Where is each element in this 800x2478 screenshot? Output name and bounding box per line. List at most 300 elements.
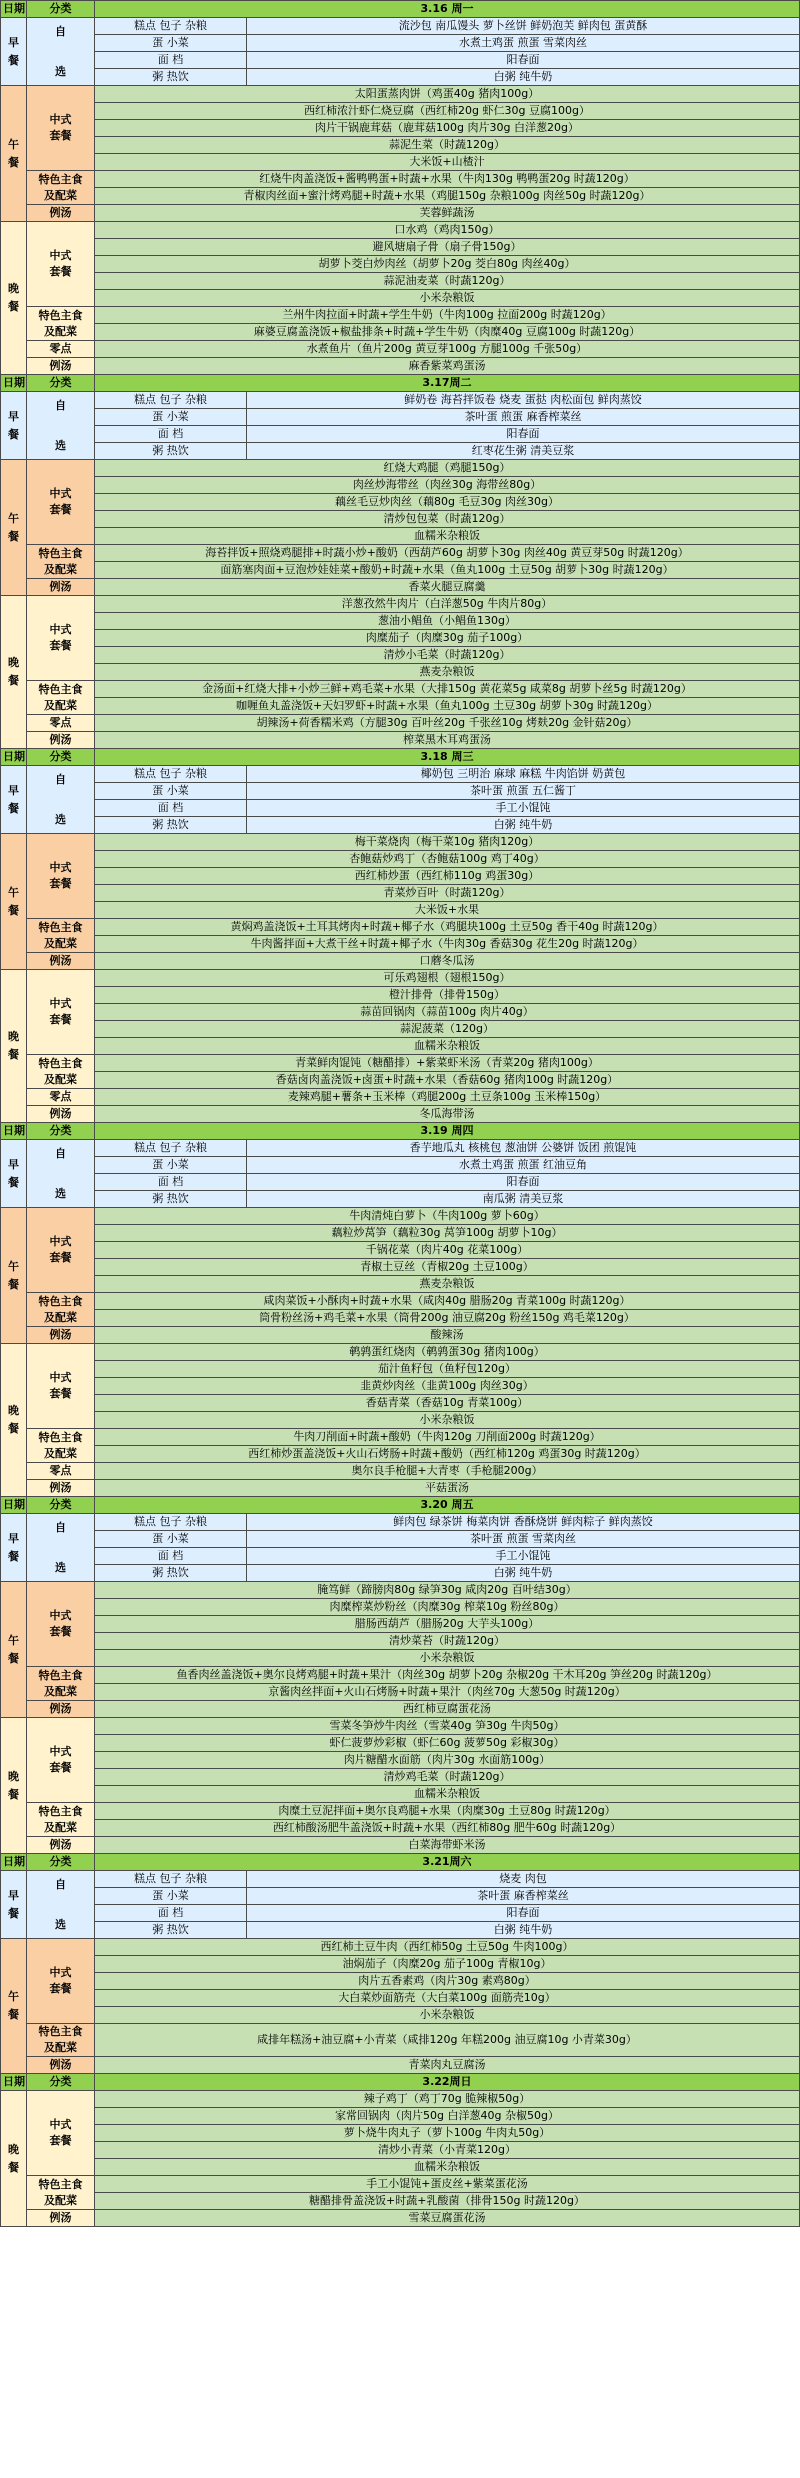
dish-cell: 筒骨粉丝汤+鸡毛菜+水果（筒骨200g 油豆腐20g 粉丝150g 鸡毛菜120g） xyxy=(95,1310,800,1327)
category-line: 套餐 xyxy=(49,639,72,652)
meal-char: 早 xyxy=(8,1888,19,1902)
dish-cell: 口水鸡（鸡肉150g） xyxy=(95,222,800,239)
category-soup: 例汤 xyxy=(27,1701,95,1718)
category-line: 特色主食 xyxy=(38,682,83,696)
breakfast-items: 阳春面 xyxy=(247,1174,800,1191)
category-line: 特色主食 xyxy=(38,172,83,186)
dish-cell: 橙汁排骨（排骨150g） xyxy=(95,987,800,1004)
soup-cell: 口蘑冬瓜汤 xyxy=(95,953,800,970)
dish-cell: 大白菜炒面筋壳（大白菜100g 面筋壳10g） xyxy=(95,1990,800,2007)
meal-char: 餐 xyxy=(8,1175,19,1189)
dish-cell: 小米杂粮饭 xyxy=(95,1650,800,1667)
dish-cell: 太阳蛋蒸肉饼（鸡蛋40g 猪肉100g） xyxy=(95,86,800,103)
day-date: 3.19 周四 xyxy=(95,1123,800,1140)
breakfast-type: 面 档 xyxy=(95,800,247,817)
category-header-label: 分类 xyxy=(27,1123,95,1140)
day-date: 3.18 周三 xyxy=(95,749,800,766)
meal-char: 午 xyxy=(8,1633,19,1647)
meal-char: 午 xyxy=(8,511,19,525)
soup-cell: 冬瓜海带汤 xyxy=(95,1106,800,1123)
category-tese xyxy=(27,2176,95,2210)
category-line: 套餐 xyxy=(49,1625,72,1638)
meal-char: 午 xyxy=(8,885,19,899)
meal-char: 餐 xyxy=(8,300,19,313)
meal-char: 晚 xyxy=(8,282,19,295)
breakfast-type: 蛋 小菜 xyxy=(95,35,247,52)
meal-char: 晚 xyxy=(8,2142,19,2156)
category-line: 套餐 xyxy=(49,2134,72,2147)
category-line: 及配菜 xyxy=(44,2193,77,2207)
category-tese xyxy=(27,919,95,953)
breakfast-type: 面 档 xyxy=(95,52,247,69)
category-self-pick xyxy=(27,766,95,834)
category-line: 中式 xyxy=(49,1371,72,1384)
breakfast-type: 蛋 小菜 xyxy=(95,1531,247,1548)
self-label: 自 xyxy=(55,1520,66,1534)
category-header-label: 分类 xyxy=(27,1,95,18)
category-line: 及配菜 xyxy=(44,324,77,338)
category-zhongshi xyxy=(27,596,95,681)
dish-cell: 清炒包包菜（时蔬120g） xyxy=(95,511,800,528)
category-snack: 零点 xyxy=(27,1463,95,1480)
dish-cell: 清炒小青菜（小青菜120g） xyxy=(95,2142,800,2159)
category-line: 及配菜 xyxy=(44,1310,77,1324)
soup-cell: 酸辣汤 xyxy=(95,1327,800,1344)
soup-cell: 香菜火腿豆腐羹 xyxy=(95,579,800,596)
self-label: 自 xyxy=(55,398,66,412)
lunch-meal-label xyxy=(1,1208,27,1344)
category-line: 中式 xyxy=(49,249,72,262)
dinner-meal-label xyxy=(1,222,27,375)
category-line: 及配菜 xyxy=(44,1820,77,1834)
meal-char: 早 xyxy=(8,35,19,49)
dish-cell: 咖喱鱼丸盖浇饭+天妇罗虾+时蔬+水果（鱼丸100g 土豆30g 胡萝卜30g 时蔬120g） xyxy=(95,698,800,715)
breakfast-items: 水煮土鸡蛋 煎蛋 雪菜肉丝 xyxy=(247,35,800,52)
breakfast-type: 蛋 小菜 xyxy=(95,783,247,800)
dish-cell: 血糯米杂粮饭 xyxy=(95,1038,800,1055)
dish-cell: 腊肠西葫芦（腊肠20g 大芋头100g） xyxy=(95,1616,800,1633)
category-soup: 例汤 xyxy=(27,1106,95,1123)
dish-cell: 胡萝卜茭白炒肉丝（胡萝卜20g 茭白80g 肉丝40g） xyxy=(95,256,800,273)
category-line: 及配菜 xyxy=(44,2041,77,2054)
breakfast-type: 蛋 小菜 xyxy=(95,409,247,426)
dish-cell: 西红柿炒蛋盖浇饭+火山石烤肠+时蔬+酸奶（西红柿120g 鸡蛋30g 时蔬120g） xyxy=(95,1446,800,1463)
category-zhongshi xyxy=(27,970,95,1055)
meal-char: 餐 xyxy=(8,2160,19,2174)
breakfast-items: 白粥 纯牛奶 xyxy=(247,69,800,86)
dish-cell: 可乐鸡翅根（翅根150g） xyxy=(95,970,800,987)
breakfast-type: 粥 热饮 xyxy=(95,69,247,86)
category-header-label: 分类 xyxy=(27,1854,95,1871)
category-line: 套餐 xyxy=(49,877,72,890)
dish-cell: 清炒鸡毛菜（时蔬120g） xyxy=(95,1769,800,1786)
dish-cell: 萝卜烧牛肉丸子（萝卜100g 牛肉丸50g） xyxy=(95,2125,800,2142)
category-tese xyxy=(27,171,95,205)
meal-char: 餐 xyxy=(8,1277,19,1291)
dish-cell: 牛肉刀削面+时蔬+酸奶（牛肉120g 刀削面200g 时蔬120g） xyxy=(95,1429,800,1446)
dish-cell: 青菜鲜肉馄饨（糖醋排）+紫菜虾米汤（青菜20g 猪肉100g） xyxy=(95,1055,800,1072)
meal-char: 餐 xyxy=(8,53,19,67)
dish-cell: 血糯米杂粮饭 xyxy=(95,2159,800,2176)
dish-cell: 肉糜土豆泥拌面+奥尔良鸡腿+水果（肉糜30g 土豆80g 时蔬120g） xyxy=(95,1803,800,1820)
breakfast-type: 糕点 包子 杂粮 xyxy=(95,392,247,409)
meal-char: 餐 xyxy=(8,529,19,543)
category-line: 及配菜 xyxy=(44,936,77,950)
dish-cell: 鱼香肉丝盖浇饭+奥尔良烤鸡腿+时蔬+果汁（肉丝30g 胡萝卜20g 杂椒20g 干木耳20g 笋丝20g 时蔬120g） xyxy=(95,1667,800,1684)
breakfast-meal-label xyxy=(1,392,27,460)
dish-cell: 海苔拌饭+照烧鸡腿排+时蔬小炒+酸奶（西葫芦60g 胡萝卜30g 肉丝40g 黄豆芽50g 时蔬120g） xyxy=(95,545,800,562)
soup-cell: 榨菜黑木耳鸡蛋汤 xyxy=(95,732,800,749)
dish-cell: 油焖茄子（肉糜20g 茄子100g 青椒10g） xyxy=(95,1956,800,1973)
category-line: 中式 xyxy=(49,2118,72,2131)
meal-char: 餐 xyxy=(8,1651,19,1665)
meal-char: 早 xyxy=(8,409,19,423)
meal-char: 午 xyxy=(8,1990,19,2003)
category-line: 及配菜 xyxy=(44,1072,77,1086)
dish-cell: 血糯米杂粮饭 xyxy=(95,528,800,545)
soup-cell: 白菜海带虾米汤 xyxy=(95,1837,800,1854)
breakfast-type: 蛋 小菜 xyxy=(95,1888,247,1905)
category-line: 套餐 xyxy=(49,1761,72,1774)
dish-cell: 青椒土豆丝（青椒20g 土豆100g） xyxy=(95,1259,800,1276)
category-line: 中式 xyxy=(49,997,72,1010)
category-tese xyxy=(27,2024,95,2057)
breakfast-meal-label xyxy=(1,1514,27,1582)
dish-cell: 糖醋排骨盖浇饭+时蔬+乳酸菌（排骨150g 时蔬120g） xyxy=(95,2193,800,2210)
category-tese xyxy=(27,1803,95,1837)
category-header-label: 分类 xyxy=(27,749,95,766)
menu-body xyxy=(1,1,800,2227)
category-soup: 例汤 xyxy=(27,2210,95,2227)
meal-char: 晚 xyxy=(8,1769,19,1783)
pick-label: 选 xyxy=(55,812,66,826)
category-snack: 零点 xyxy=(27,341,95,358)
date-header-label: 日期 xyxy=(1,1123,27,1140)
dish-cell: 麻婆豆腐盖浇饭+椒盐排条+时蔬+学生牛奶（肉糜40g 豆腐100g 时蔬120g） xyxy=(95,324,800,341)
dish-cell: 青椒肉丝面+蜜汁烤鸡腿+时蔬+水果（鸡腿150g 杂粮100g 肉丝50g 时蔬120g） xyxy=(95,188,800,205)
category-line: 特色主食 xyxy=(38,1056,83,1070)
category-zhongshi xyxy=(27,1939,95,2024)
category-zhongshi xyxy=(27,222,95,307)
dish-cell: 藕粒炒莴笋（藕粒30g 莴笋100g 胡萝卜10g） xyxy=(95,1225,800,1242)
meal-char: 餐 xyxy=(8,2008,19,2021)
breakfast-items: 茶叶蛋 煎蛋 麻香榨菜丝 xyxy=(247,409,800,426)
dish-cell: 家常回锅肉（肉片50g 白洋葱40g 杂椒50g） xyxy=(95,2108,800,2125)
breakfast-items: 水煮土鸡蛋 煎蛋 红油豆角 xyxy=(247,1157,800,1174)
dish-cell: 清炒菜苔（时蔬120g） xyxy=(95,1633,800,1650)
date-header-label: 日期 xyxy=(1,1,27,18)
pick-label: 选 xyxy=(55,1186,66,1200)
dish-cell: 葱油小鲳鱼（小鲳鱼130g） xyxy=(95,613,800,630)
category-line: 中式 xyxy=(49,1745,72,1758)
dish-cell: 咸排年糕汤+油豆腐+小青菜（咸排120g 年糕200g 油豆腐10g 小青菜30g） xyxy=(95,2024,800,2057)
meal-char: 早 xyxy=(8,1157,19,1171)
category-soup: 例汤 xyxy=(27,1837,95,1854)
breakfast-type: 面 档 xyxy=(95,1174,247,1191)
category-header-label: 分类 xyxy=(27,1497,95,1514)
category-line: 特色主食 xyxy=(38,546,83,560)
dish-cell: 黄焖鸡盖浇饭+土耳其烤肉+时蔬+椰子水（鸡腿块100g 土豆50g 香干40g 时蔬120g） xyxy=(95,919,800,936)
category-line: 套餐 xyxy=(49,1251,72,1264)
dish-cell: 藕丝毛豆炒肉丝（藕80g 毛豆30g 肉丝30g） xyxy=(95,494,800,511)
dish-cell: 香菇青菜（香菇10g 青菜100g） xyxy=(95,1395,800,1412)
breakfast-type: 粥 热饮 xyxy=(95,1565,247,1582)
pick-label: 选 xyxy=(55,64,66,78)
dish-cell: 肉片干锅鹿茸菇（鹿茸菇100g 肉片30g 白洋葱20g） xyxy=(95,120,800,137)
category-zhongshi xyxy=(27,1718,95,1803)
dish-cell: 红烧牛肉盖浇饭+酱鸭鸭蛋+时蔬+水果（牛肉130g 鸭鸭蛋20g 时蔬120g） xyxy=(95,171,800,188)
pick-label: 选 xyxy=(55,438,66,452)
category-soup: 例汤 xyxy=(27,1327,95,1344)
date-header-label: 日期 xyxy=(1,2074,27,2091)
dinner-meal-label xyxy=(1,970,27,1123)
breakfast-items: 椰奶包 三明治 麻球 麻糕 牛肉馅饼 奶黄包 xyxy=(247,766,800,783)
dish-cell: 肉丝炒海带丝（肉丝30g 海带丝80g） xyxy=(95,477,800,494)
dish-cell: 青菜炒百叶（时蔬120g） xyxy=(95,885,800,902)
dish-cell: 小米杂粮饭 xyxy=(95,290,800,307)
day-date: 3.21周六 xyxy=(95,1854,800,1871)
category-line: 及配菜 xyxy=(44,1684,77,1698)
meal-char: 午 xyxy=(8,137,19,151)
meal-char: 餐 xyxy=(8,674,19,687)
dish-cell: 梅干菜烧肉（梅干菜10g 猪肉120g） xyxy=(95,834,800,851)
category-line: 及配菜 xyxy=(44,188,77,202)
breakfast-items: 鲜肉包 绿茶饼 梅菜肉饼 香酥烧饼 鲜肉粽子 鲜肉蒸饺 xyxy=(247,1514,800,1531)
lunch-meal-label xyxy=(1,834,27,970)
breakfast-items: 烧麦 肉包 xyxy=(247,1871,800,1888)
category-line: 中式 xyxy=(49,861,72,874)
category-zhongshi xyxy=(27,86,95,171)
category-line: 中式 xyxy=(49,113,72,126)
pick-label: 选 xyxy=(55,1560,66,1574)
dish-cell: 肉片五香素鸡（肉片30g 素鸡80g） xyxy=(95,1973,800,1990)
meal-char: 餐 xyxy=(8,1549,19,1563)
meal-char: 餐 xyxy=(8,1906,19,1920)
category-tese xyxy=(27,307,95,341)
self-label: 自 xyxy=(55,24,66,38)
meal-char: 午 xyxy=(8,1259,19,1273)
breakfast-type: 糕点 包子 杂粮 xyxy=(95,18,247,35)
category-zhongshi xyxy=(27,1344,95,1429)
breakfast-items: 手工小馄饨 xyxy=(247,1548,800,1565)
breakfast-meal-label xyxy=(1,1140,27,1208)
category-soup: 例汤 xyxy=(27,1480,95,1497)
dish-cell: 西红柿浓汁虾仁烧豆腐（西红柿20g 虾仁30g 豆腐100g） xyxy=(95,103,800,120)
meal-char: 早 xyxy=(8,783,19,797)
dish-cell: 京酱肉丝拌面+火山石烤肠+时蔬+果汁（肉丝70g 大葱50g 时蔬120g） xyxy=(95,1684,800,1701)
category-self-pick xyxy=(27,392,95,460)
dish-cell: 肉糜榨菜炒粉丝（肉糜30g 榨菜10g 粉丝80g） xyxy=(95,1599,800,1616)
date-header-label: 日期 xyxy=(1,749,27,766)
category-self-pick xyxy=(27,1871,95,1939)
snack-cell: 水煮鱼片（鱼片200g 黄豆芽100g 方腿100g 千张50g） xyxy=(95,341,800,358)
breakfast-type: 面 档 xyxy=(95,1548,247,1565)
dish-cell: 金汤面+红烧大排+小炒三鲜+鸡毛菜+水果（大排150g 黄花菜5g 咸菜8g 胡萝卜丝5g 时蔬120g） xyxy=(95,681,800,698)
category-soup: 例汤 xyxy=(27,2057,95,2074)
category-line: 中式 xyxy=(49,1609,72,1622)
dinner-meal-label xyxy=(1,596,27,749)
soup-cell: 平菇蛋汤 xyxy=(95,1480,800,1497)
meal-char: 餐 xyxy=(8,427,19,441)
dish-cell: 兰州牛肉拉面+时蔬+学生牛奶（牛肉100g 拉面200g 时蔬120g） xyxy=(95,307,800,324)
date-header-label: 日期 xyxy=(1,375,27,392)
category-tese xyxy=(27,1293,95,1327)
category-snack: 零点 xyxy=(27,1089,95,1106)
dinner-meal-label xyxy=(1,1718,27,1854)
dish-cell: 鹌鹑蛋红烧肉（鹌鹑蛋30g 猪肉100g） xyxy=(95,1344,800,1361)
dish-cell: 肉片糖醋水面筋（肉片30g 水面筋100g） xyxy=(95,1752,800,1769)
category-line: 套餐 xyxy=(49,1982,72,1995)
dish-cell: 腌笃鲜（蹄膀肉80g 绿笋30g 咸肉20g 百叶结30g） xyxy=(95,1582,800,1599)
meal-char: 餐 xyxy=(8,155,19,169)
dish-cell: 牛肉清炖白萝卜（牛肉100g 萝卜60g） xyxy=(95,1208,800,1225)
meal-char: 餐 xyxy=(8,1048,19,1061)
breakfast-type: 面 档 xyxy=(95,1905,247,1922)
day-date: 3.20 周五 xyxy=(95,1497,800,1514)
lunch-meal-label xyxy=(1,1582,27,1718)
breakfast-type: 粥 热饮 xyxy=(95,1191,247,1208)
soup-cell: 青菜肉丸豆腐汤 xyxy=(95,2057,800,2074)
category-line: 中式 xyxy=(49,1966,72,1979)
soup-cell: 雪菜豆腐蛋花汤 xyxy=(95,2210,800,2227)
breakfast-items: 红枣花生粥 清美豆浆 xyxy=(247,443,800,460)
breakfast-items: 茶叶蛋 麻香榨菜丝 xyxy=(247,1888,800,1905)
dish-cell: 小米杂粮饭 xyxy=(95,2007,800,2024)
meal-char: 晚 xyxy=(8,1030,19,1043)
day-date: 3.22周日 xyxy=(95,2074,800,2091)
dish-cell: 虾仁菠萝炒彩椒（虾仁60g 菠萝50g 彩椒30g） xyxy=(95,1735,800,1752)
category-snack: 零点 xyxy=(27,715,95,732)
dish-cell: 大米饭+水果 xyxy=(95,902,800,919)
dish-cell: 香菇卤肉盖浇饭+卤蛋+时蔬+水果（香菇60g 猪肉100g 时蔬120g） xyxy=(95,1072,800,1089)
dish-cell: 红烧大鸡腿（鸡腿150g） xyxy=(95,460,800,477)
category-line: 特色主食 xyxy=(38,920,83,934)
breakfast-meal-label xyxy=(1,766,27,834)
category-soup: 例汤 xyxy=(27,205,95,222)
dish-cell: 大米饭+山楂汁 xyxy=(95,154,800,171)
category-self-pick xyxy=(27,18,95,86)
category-soup: 例汤 xyxy=(27,358,95,375)
category-line: 特色主食 xyxy=(38,1668,83,1682)
snack-cell: 胡辣汤+荷香糯米鸡（方腿30g 百叶丝20g 千张丝10g 烤麸20g 金针菇20g） xyxy=(95,715,800,732)
breakfast-items: 鲜奶卷 海苔拌饭卷 烧麦 蛋挞 肉松面包 鲜肉蒸饺 xyxy=(247,392,800,409)
breakfast-type: 蛋 小菜 xyxy=(95,1157,247,1174)
meal-char: 晚 xyxy=(8,656,19,669)
breakfast-type: 糕点 包子 杂粮 xyxy=(95,1871,247,1888)
dish-cell: 手工小馄饨+蛋皮丝+紫菜蛋花汤 xyxy=(95,2176,800,2193)
category-tese xyxy=(27,1055,95,1089)
meal-char: 餐 xyxy=(8,1787,19,1801)
dish-cell: 西红柿酸汤肥牛盖浇饭+时蔬+水果（西红柿80g 肥牛60g 时蔬120g） xyxy=(95,1820,800,1837)
dish-cell: 小米杂粮饭 xyxy=(95,1412,800,1429)
meal-char: 早 xyxy=(8,1531,19,1545)
dish-cell: 洋葱孜然牛肉片（白洋葱50g 牛肉片80g） xyxy=(95,596,800,613)
breakfast-items: 白粥 纯牛奶 xyxy=(247,817,800,834)
category-line: 中式 xyxy=(49,487,72,500)
breakfast-items: 白粥 纯牛奶 xyxy=(247,1922,800,1939)
category-tese xyxy=(27,545,95,579)
category-line: 特色主食 xyxy=(38,308,83,322)
breakfast-items: 茶叶蛋 煎蛋 雪菜肉丝 xyxy=(247,1531,800,1548)
category-self-pick xyxy=(27,1140,95,1208)
dish-cell: 茄汁鱼籽包（鱼籽包120g） xyxy=(95,1361,800,1378)
self-label: 自 xyxy=(55,1877,66,1891)
breakfast-type: 糕点 包子 杂粮 xyxy=(95,1514,247,1531)
category-zhongshi xyxy=(27,2091,95,2176)
pick-label: 选 xyxy=(55,1917,66,1931)
breakfast-items: 香芋地瓜丸 核桃包 葱油饼 公婆饼 饭团 煎馄饨 xyxy=(247,1140,800,1157)
category-tese xyxy=(27,681,95,715)
category-soup: 例汤 xyxy=(27,953,95,970)
dish-cell: 肉糜茄子（肉糜30g 茄子100g） xyxy=(95,630,800,647)
dish-cell: 牛肉酱拌面+大煮干丝+时蔬+椰子水（牛肉30g 香菇30g 花生20g 时蔬120g） xyxy=(95,936,800,953)
dish-cell: 西红柿土豆牛肉（西红柿50g 土豆50g 牛肉100g） xyxy=(95,1939,800,1956)
dish-cell: 蒜泥油麦菜（时蔬120g） xyxy=(95,273,800,290)
lunch-meal-label xyxy=(1,460,27,596)
breakfast-items: 阳春面 xyxy=(247,426,800,443)
dish-cell: 蒜泥菠菜（120g） xyxy=(95,1021,800,1038)
lunch-meal-label xyxy=(1,86,27,222)
dish-cell: 燕麦杂粮饭 xyxy=(95,664,800,681)
category-line: 及配菜 xyxy=(44,562,77,576)
meal-char: 餐 xyxy=(8,1422,19,1435)
breakfast-items: 阳春面 xyxy=(247,1905,800,1922)
category-zhongshi xyxy=(27,460,95,545)
dish-cell: 避风塘扇子骨（扇子骨150g） xyxy=(95,239,800,256)
dinner-meal-label xyxy=(1,1344,27,1497)
day-date: 3.17周二 xyxy=(95,375,800,392)
category-zhongshi xyxy=(27,834,95,919)
dish-cell: 蒜泥生菜（时蔬120g） xyxy=(95,137,800,154)
breakfast-items: 手工小馄饨 xyxy=(247,800,800,817)
category-line: 套餐 xyxy=(49,265,72,278)
lunch-meal-label xyxy=(1,1939,27,2074)
dish-cell: 血糯米杂粮饭 xyxy=(95,1786,800,1803)
category-soup: 例汤 xyxy=(27,579,95,596)
meal-char: 晚 xyxy=(8,1404,19,1417)
soup-cell: 西红柿豆腐蛋花汤 xyxy=(95,1701,800,1718)
category-tese xyxy=(27,1667,95,1701)
breakfast-type: 糕点 包子 杂粮 xyxy=(95,1140,247,1157)
dish-cell: 韭黄炒肉丝（韭黄100g 肉丝30g） xyxy=(95,1378,800,1395)
breakfast-items: 茶叶蛋 煎蛋 五仁酱丁 xyxy=(247,783,800,800)
dish-cell: 雪菜冬笋炒牛肉丝（雪菜40g 笋30g 牛肉50g） xyxy=(95,1718,800,1735)
breakfast-meal-label xyxy=(1,1871,27,1939)
breakfast-meal-label xyxy=(1,18,27,86)
category-line: 特色主食 xyxy=(38,1430,83,1444)
meal-char: 餐 xyxy=(8,801,19,815)
dish-cell: 蒜苗回锅肉（蒜苗100g 肉片40g） xyxy=(95,1004,800,1021)
soup-cell: 芙蓉鲜蔬汤 xyxy=(95,205,800,222)
category-line: 中式 xyxy=(49,623,72,636)
dish-cell: 面筋塞肉面+豆泡炒娃娃菜+酸奶+时蔬+水果（鱼丸100g 土豆50g 胡萝卜30g 时蔬120g） xyxy=(95,562,800,579)
breakfast-type: 面 档 xyxy=(95,426,247,443)
dish-cell: 燕麦杂粮饭 xyxy=(95,1276,800,1293)
category-line: 套餐 xyxy=(49,1013,72,1026)
breakfast-type: 粥 热饮 xyxy=(95,1922,247,1939)
category-line: 套餐 xyxy=(49,129,72,142)
dish-cell: 西红柿炒蛋（西红柿110g 鸡蛋30g） xyxy=(95,868,800,885)
meal-char: 餐 xyxy=(8,903,19,917)
dish-cell: 清炒小毛菜（时蔬120g） xyxy=(95,647,800,664)
category-line: 特色主食 xyxy=(38,2177,83,2191)
snack-cell: 麦辣鸡腿+薯条+玉米棒（鸡腿200g 土豆条100g 玉米棒150g） xyxy=(95,1089,800,1106)
category-line: 中式 xyxy=(49,1235,72,1248)
dish-cell: 杏鲍菇炒鸡丁（杏鲍菇100g 鸡丁40g） xyxy=(95,851,800,868)
category-line: 套餐 xyxy=(49,1387,72,1400)
category-zhongshi xyxy=(27,1208,95,1293)
dish-cell: 咸肉菜饭+小酥肉+时蔬+水果（咸肉40g 腊肠20g 青菜100g 时蔬120g） xyxy=(95,1293,800,1310)
